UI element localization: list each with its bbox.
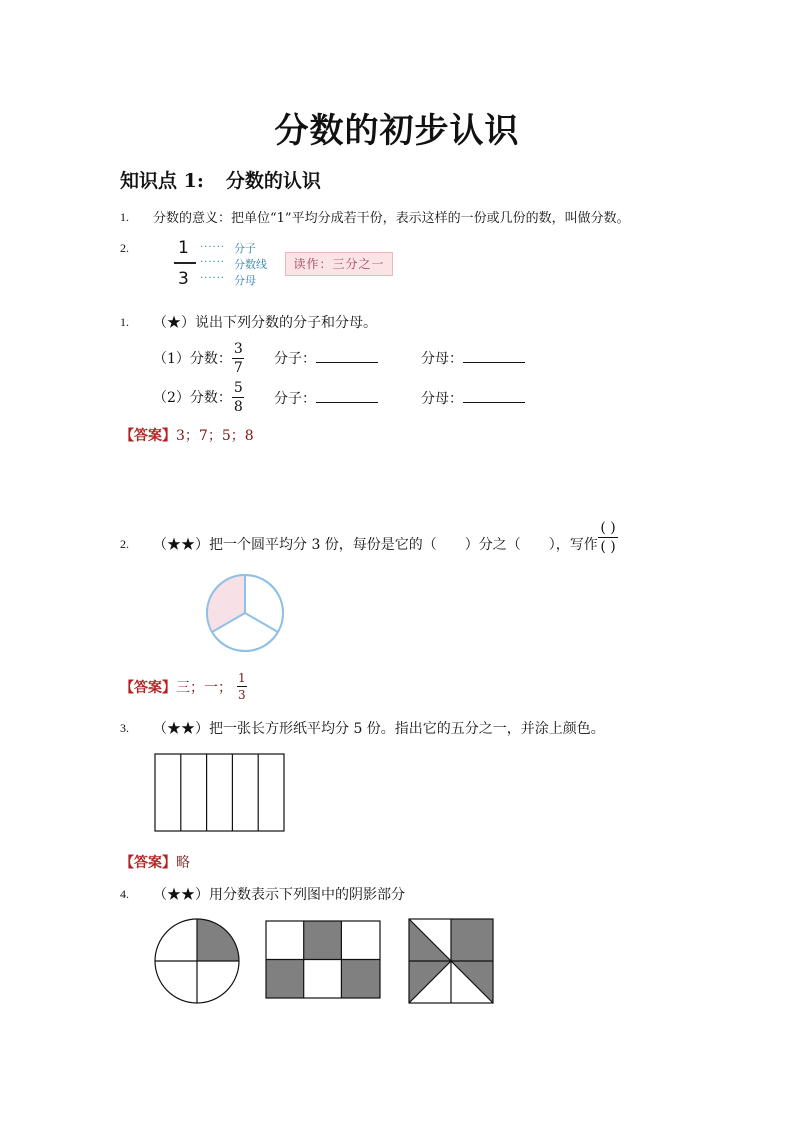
diagram-label-line: 分数线 [234,258,267,271]
fraction-numerator: 5 [233,379,243,396]
q1-item-2 [153,378,245,416]
q3-answer [120,852,190,872]
knowledge-2-num: 2. [120,241,129,255]
numerator-blank[interactable] [316,388,378,403]
q1-item-1-fraction [232,342,245,375]
q4-num: 4. [120,887,129,901]
q1-item-1 [153,339,245,377]
rectangle-fifths-figure [154,753,286,833]
q1-item-2-label: （2）分数： [153,390,232,406]
rectangle-outline [155,754,284,831]
answer-label: 【答案】 [120,679,176,696]
page-title: 分数的初步认识 [274,111,520,151]
q2-answer [120,672,248,701]
fraction-numerator: 3 [233,340,243,357]
q1-item-1-label: （1）分数： [153,351,232,367]
section-name: 分数的认识 [225,170,321,192]
numerator-blank[interactable] [316,348,378,363]
dots-line: ······ [200,257,226,268]
knowledge-1-num: 1. [120,210,129,224]
numerator-label: 分子： [274,391,316,407]
q1-item-2-numerator-field [274,388,378,408]
section-heading [120,166,321,193]
dots-numerator: ······ [200,242,226,253]
diagram-numerator: 1 [178,238,189,258]
fraction-numerator: 1 [238,671,246,685]
q4-text: （★★）用分数表示下列图中的阴影部分 [153,887,405,903]
fraction-denominator: 7 [233,359,243,376]
diagram-denominator: 3 [178,269,189,289]
diagram-fraction-bar [174,262,196,264]
q1-text: （★）说出下列分数的分子和分母。 [153,315,377,331]
shaded-cell [304,921,342,960]
square-triangles-figure [408,918,496,1004]
answer-text: 三；一； [176,679,232,696]
diagram-label-denominator: 分母 [234,274,256,287]
answer-fraction [236,672,248,701]
q1-item-2-fraction [232,381,245,414]
denominator-blank[interactable] [463,388,525,403]
q2-num: 2. [120,537,129,551]
denominator-blank[interactable] [463,348,525,363]
denominator-label: 分母： [421,391,463,407]
q1-num: 1. [120,315,129,329]
fraction-denominator: 8 [233,398,243,415]
q3-num: 3. [120,721,129,735]
denominator-label: 分母： [421,351,463,367]
fraction-denominator: ( ) [600,539,616,555]
q1-item-2-denominator-field [421,388,525,408]
knowledge-1-text: 分数的意义：把单位“1”平均分成若干份，表示这样的一份或几份的数，叫做分数。 [153,211,630,226]
q1-item-1-denominator-field [421,348,525,368]
fraction-denominator: 3 [238,688,246,702]
diagram-read-as: 读作：三分之一 [285,252,393,276]
circle-thirds-figure [200,568,290,658]
circle-quarters-figure [152,918,242,1004]
diagram-label-numerator: 分子 [234,242,256,255]
dots-denominator: ······ [200,273,226,284]
q1-item-1-numerator-field [274,348,378,368]
answer-label: 【答案】 [120,428,176,444]
q2-text: （★★）把一个圆平均分 3 份，每份是它的（ ）分之（ ），写作 [153,537,598,553]
fraction-numerator: ( ) [600,520,616,536]
q1-answer [120,425,254,445]
shaded-cell [341,960,380,999]
section-label: 知识点 1: [120,170,204,192]
numerator-label: 分子： [274,351,316,367]
shaded-cell [266,960,304,999]
answer-text: 3；7；5；8 [176,428,254,444]
q2-write-fraction [598,521,618,554]
answer-text: 略 [176,855,190,871]
grid-checker-figure [265,920,383,1000]
answer-label: 【答案】 [120,855,176,871]
q3-text: （★★）把一张长方形纸平均分 5 份。指出它的五分之一，并涂上颜色。 [153,721,605,737]
shaded-cell [451,919,493,961]
